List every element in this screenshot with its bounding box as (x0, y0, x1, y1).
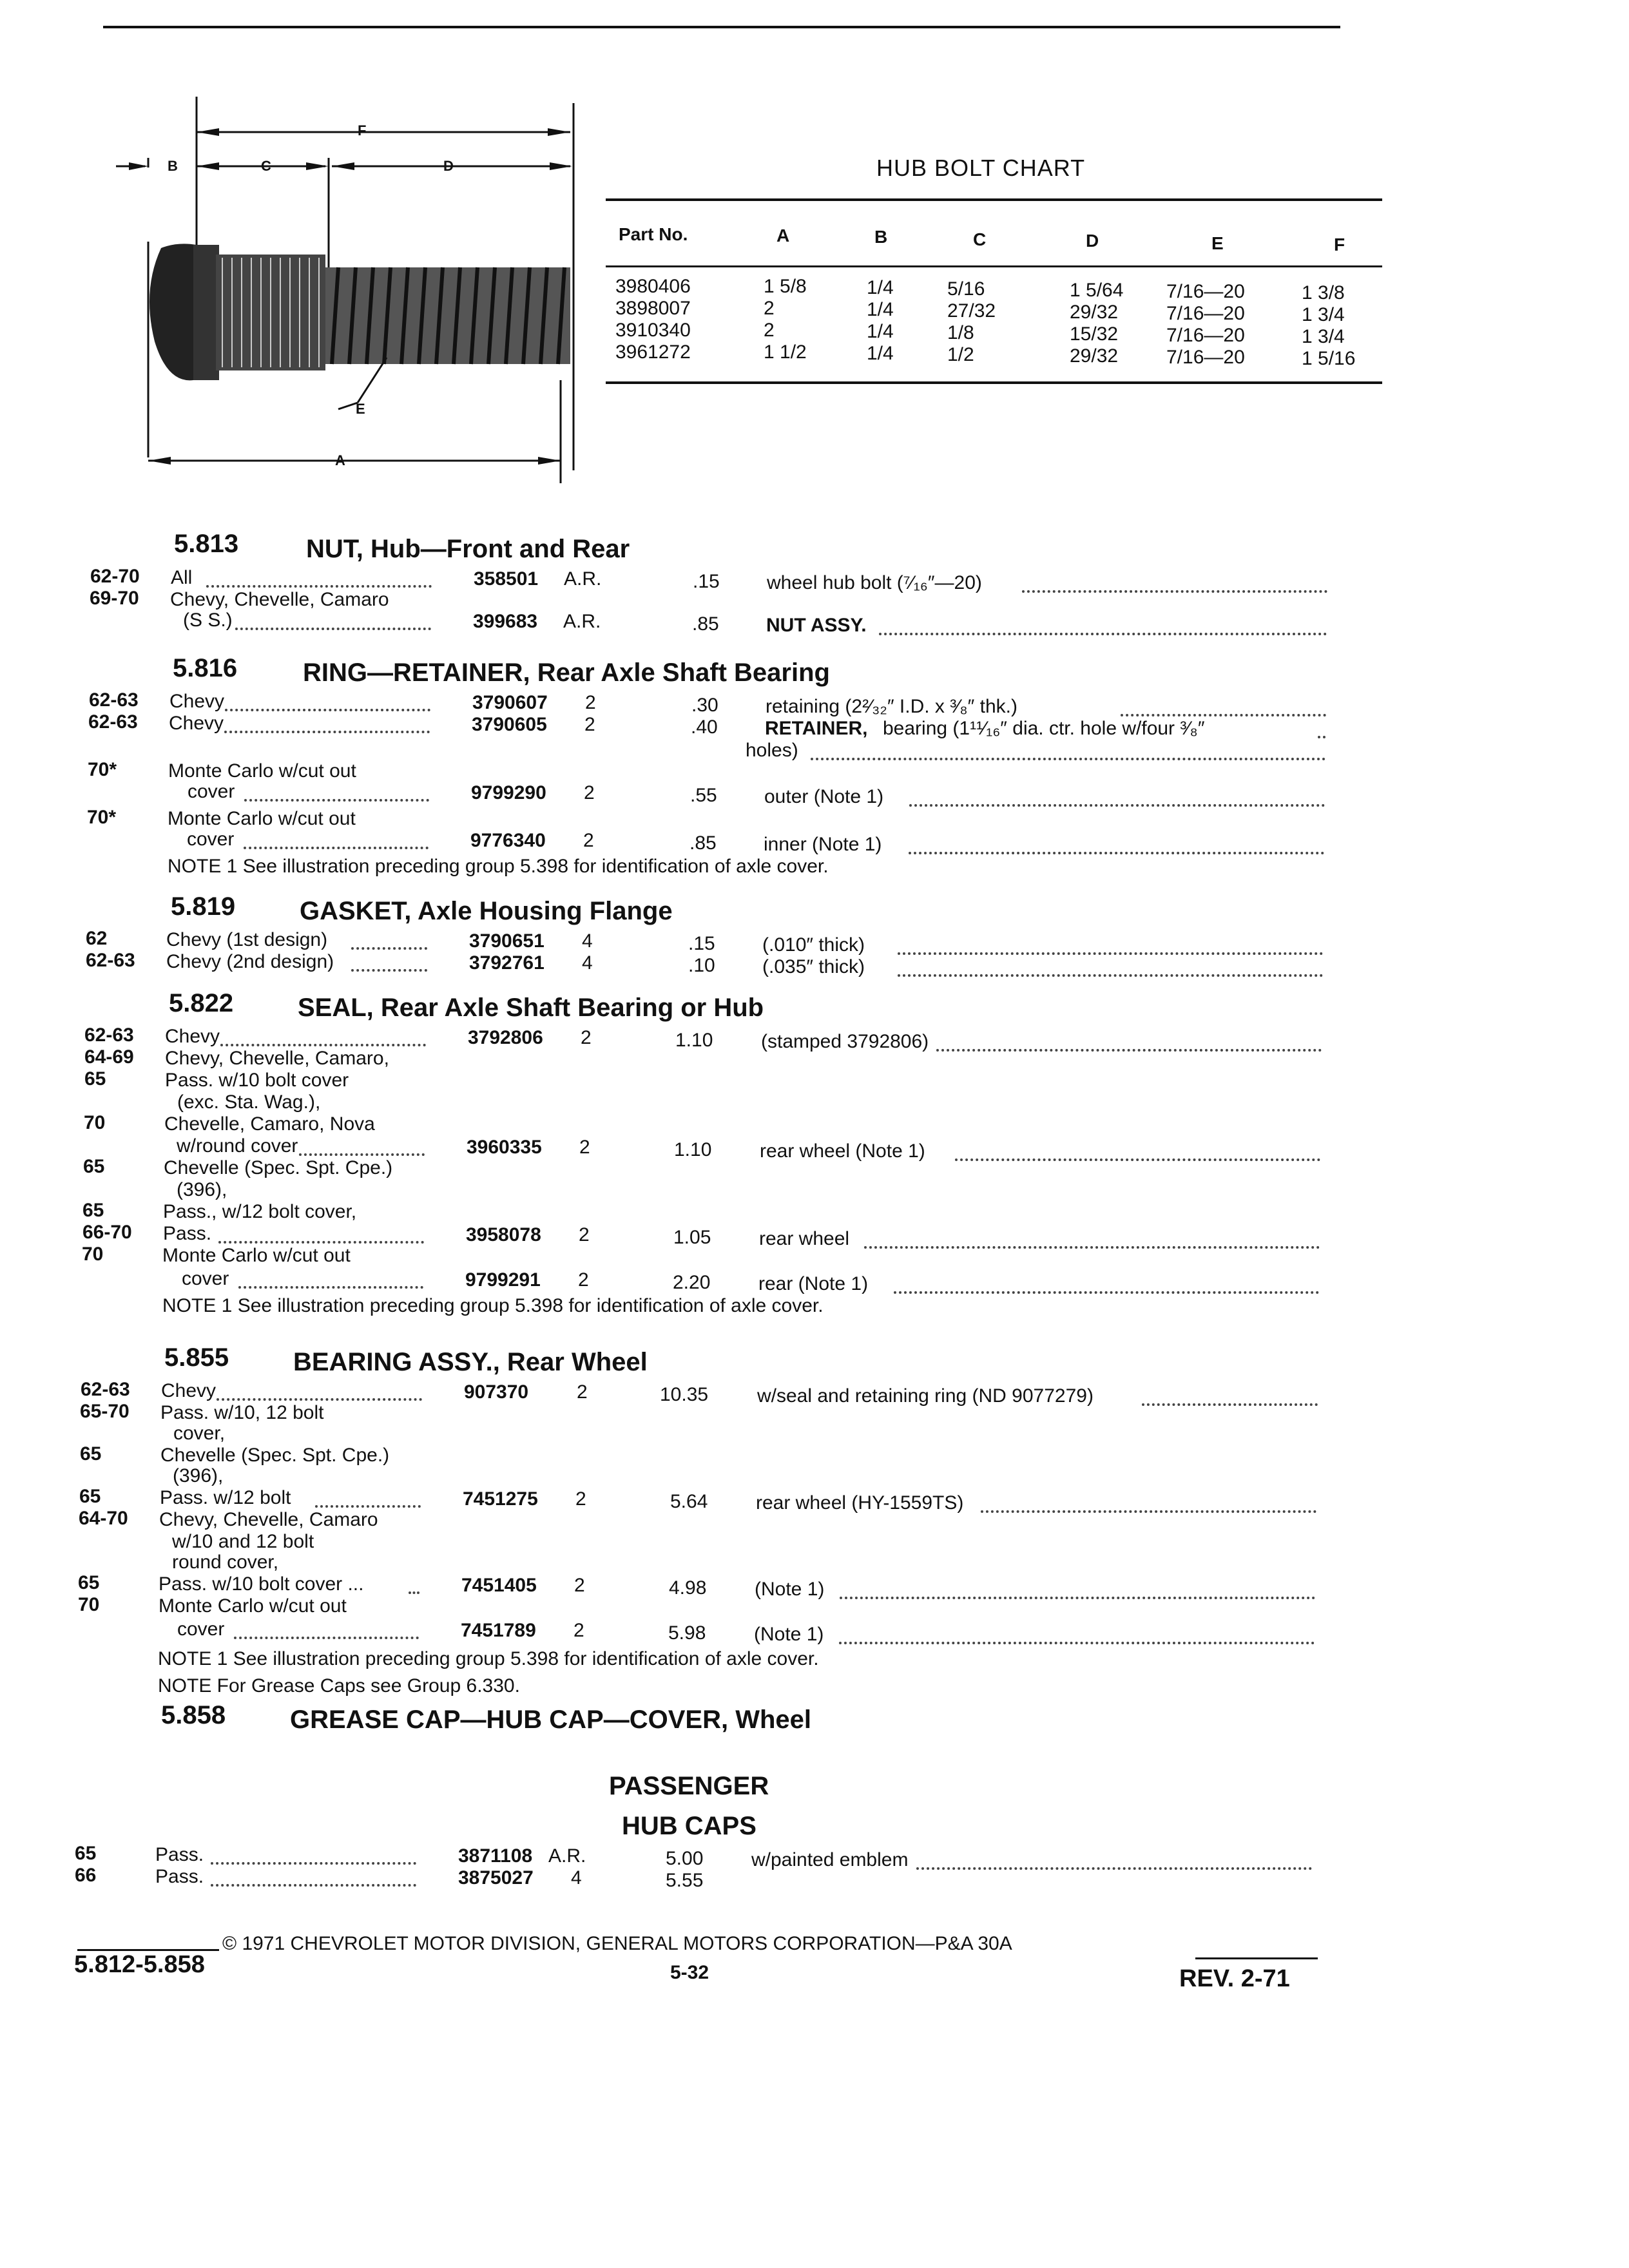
model-year: 69-70 (90, 588, 139, 609)
part-number: 3958078 (466, 1224, 541, 1245)
model-year: 65 (75, 1843, 97, 1864)
remark-emphasis: NUT ASSY. (766, 615, 867, 636)
remark: wheel hub bolt (⁷⁄₁₆″—20) (767, 572, 982, 593)
application-description: Chevy, Chevelle, Camaro (159, 1509, 378, 1530)
leader-dots (916, 1867, 1312, 1870)
price: 10.35 (660, 1384, 709, 1405)
chart-cell-dim-a: 2 (764, 320, 775, 341)
part-number: 3790605 (472, 714, 547, 735)
leader-dots (235, 628, 431, 630)
col-header-b: B (874, 227, 888, 247)
leader-dots (909, 804, 1325, 807)
price: 1.05 (673, 1227, 711, 1248)
application-description: cover (182, 1268, 229, 1289)
application-description: Monte Carlo w/cut out (168, 760, 356, 782)
leader-dots (840, 1597, 1315, 1599)
quantity: A.R. (564, 568, 602, 590)
remark: w/painted emblem (751, 1849, 909, 1870)
chart-cell-dim-e: 7/16—20 (1166, 281, 1245, 302)
remark: (stamped 3792806) (761, 1031, 929, 1052)
leader-dots (351, 969, 427, 972)
price: .10 (688, 955, 715, 976)
leader-dots (839, 1642, 1315, 1644)
leader-dots (898, 974, 1324, 977)
model-year: 70 (78, 1594, 100, 1615)
quantity: 2 (575, 1488, 586, 1510)
leader-dots (879, 633, 1327, 635)
application-description: Pass. (155, 1844, 204, 1865)
remark: rear wheel (Note 1) (760, 1140, 925, 1162)
leader-dots (1318, 736, 1326, 738)
section-title: NUT, Hub—Front and Rear (306, 535, 630, 563)
col-header-e: E (1211, 233, 1224, 253)
application-description: Pass. (163, 1223, 212, 1244)
model-year: 64-70 (79, 1508, 128, 1529)
leader-dots (218, 1241, 425, 1244)
remark: rear wheel (759, 1228, 850, 1249)
quantity: 4 (582, 930, 593, 952)
model-year: 70* (88, 759, 117, 780)
leader-dots (224, 731, 430, 733)
application-description: w/round cover (177, 1135, 298, 1157)
remark: bearing (1¹¹⁄₁₆″ dia. ctr. hole w/four ³⁄₈″ (883, 718, 1205, 739)
chart-cell-dim-f: 1 5/16 (1302, 348, 1356, 369)
application-description: All (171, 567, 193, 588)
leader-dots (351, 947, 427, 950)
price: 1.10 (674, 1139, 712, 1160)
chart-cell-dim-e: 7/16—20 (1166, 347, 1245, 368)
col-header-c: C (973, 229, 987, 249)
application-description: Chevy (1st design) (166, 929, 328, 950)
application-description: Pass. (155, 1866, 204, 1887)
leader-dots (315, 1505, 421, 1508)
quantity: 2 (574, 1575, 585, 1596)
chart-cell-dim-b: 1/4 (867, 299, 894, 320)
chart-cell-dim-b: 1/4 (867, 343, 894, 364)
part-number: 399683 (473, 611, 538, 632)
quantity: 2 (581, 1027, 592, 1048)
part-number: 3871108 (458, 1845, 533, 1867)
section-title: GREASE CAP—HUB CAP—COVER, Wheel (290, 1706, 811, 1734)
leader-dots (211, 1884, 417, 1887)
application-description: Chevy (161, 1380, 217, 1401)
leader-dots (220, 1044, 427, 1046)
application-description: Pass. w/10 bolt cover (165, 1070, 349, 1091)
remark: (.010″ thick) (762, 934, 865, 956)
part-number: 3792761 (469, 952, 545, 974)
leader-dots (864, 1246, 1320, 1249)
quantity: 4 (582, 952, 593, 974)
chart-bottom-rule (606, 381, 1382, 384)
price: .15 (688, 933, 715, 954)
model-year: 65-70 (80, 1401, 130, 1422)
application-description: (S S.) (183, 610, 233, 631)
application-description: cover, (173, 1423, 226, 1444)
chart-cell-part-no: 3961272 (615, 341, 691, 363)
leader-dots (898, 952, 1324, 955)
part-number: 9776340 (470, 830, 546, 851)
chart-cell-dim-c: 27/32 (947, 300, 996, 322)
remark: inner (Note 1) (764, 834, 882, 855)
application-description: Chevy, Chevelle, Camaro (170, 589, 389, 610)
application-description: Monte Carlo w/cut out (162, 1245, 351, 1266)
model-year: 62-63 (88, 711, 138, 733)
section-title: SEAL, Rear Axle Shaft Bearing or Hub (298, 994, 764, 1022)
section-number: 5.816 (173, 654, 238, 682)
remark: (Note 1) (754, 1624, 824, 1645)
quantity: 2 (584, 714, 595, 735)
dim-label-b: B (168, 158, 178, 174)
section-title: BEARING ASSY., Rear Wheel (293, 1348, 648, 1376)
part-number: 358501 (474, 568, 539, 590)
application-description: (396), (173, 1465, 224, 1486)
model-year: 65 (82, 1200, 104, 1221)
model-year: 66 (75, 1865, 97, 1886)
section-range: 5.812-5.858 (74, 1951, 205, 1978)
chart-top-rule (606, 198, 1382, 201)
application-description: (396), (177, 1179, 227, 1200)
quantity: 4 (571, 1867, 582, 1888)
top-rule (103, 26, 1340, 28)
quantity: A.R. (548, 1845, 586, 1867)
application-description: w/10 and 12 bolt (172, 1531, 314, 1552)
leader-dots (211, 1862, 417, 1865)
part-number: 7451405 (461, 1575, 537, 1596)
section-number: 5.822 (169, 989, 234, 1017)
application-description: round cover, (172, 1552, 279, 1573)
model-year: 62 (86, 928, 108, 949)
model-year: 62-63 (86, 950, 135, 971)
leader-dots (225, 709, 431, 711)
section-number: 5.855 (164, 1343, 229, 1372)
model-year: 70 (82, 1244, 104, 1265)
leader-dots (1142, 1403, 1318, 1406)
application-description: Chevy (165, 1026, 220, 1047)
section-number: 5.858 (161, 1701, 226, 1729)
part-number: 3792806 (468, 1027, 543, 1048)
section-title: GASKET, Axle Housing Flange (300, 897, 673, 925)
note-line: NOTE 1 See illustration preceding group 5.398 for identification of axle cover. (168, 856, 829, 877)
quantity: 2 (584, 782, 595, 803)
price: 5.98 (668, 1622, 706, 1644)
dim-label-f: F (358, 122, 367, 139)
application-description: Monte Carlo w/cut out (168, 808, 356, 829)
application-description: Chevelle, Camaro, Nova (164, 1113, 375, 1135)
part-number: 3875027 (458, 1867, 534, 1888)
quantity: 2 (579, 1137, 590, 1158)
part-number: 907370 (464, 1381, 529, 1403)
leader-dots (238, 1286, 424, 1289)
copyright-line: © 1971 CHEVROLET MOTOR DIVISION, GENERAL MOTORS CORPORATION—P&A 30A (222, 1933, 1012, 1954)
leader-dots (955, 1158, 1321, 1161)
col-header-a: A (776, 226, 790, 245)
remark: retaining (2²⁄₃₂″ I.D. x ³⁄₈″ thk.) (766, 696, 1017, 717)
price: 5.55 (666, 1870, 704, 1891)
revision: REV. 2-71 (1179, 1965, 1290, 1992)
chart-cell-dim-d: 29/32 (1070, 345, 1119, 367)
price: .85 (692, 613, 719, 635)
note-line: NOTE For Grease Caps see Group 6.330. (158, 1675, 520, 1696)
chart-cell-dim-c: 1/2 (947, 344, 974, 365)
model-year: 62-70 (90, 566, 140, 587)
chart-cell-dim-f: 1 3/4 (1302, 326, 1345, 347)
col-header-part-no: Part No. (619, 224, 688, 244)
chart-cell-part-no: 3910340 (615, 320, 691, 341)
leader-dots (409, 1591, 419, 1594)
application-description: Monte Carlo w/cut out (159, 1595, 347, 1617)
application-description: Pass. w/10, 12 bolt (160, 1402, 324, 1423)
chart-cell-dim-b: 1/4 (867, 321, 894, 342)
application-description: Chevy, Chevelle, Camaro, (165, 1048, 389, 1069)
leader-dots (811, 758, 1325, 760)
quantity: 2 (577, 1381, 588, 1403)
remark: (Note 1) (755, 1579, 825, 1600)
quantity: 2 (583, 830, 594, 851)
application-description: Chevy (169, 713, 224, 734)
remark: rear (Note 1) (758, 1273, 869, 1294)
application-description: cover (187, 829, 235, 850)
price: .15 (693, 571, 720, 592)
leader-dots (299, 1153, 425, 1156)
dim-label-d: D (443, 158, 454, 174)
dim-label-c: C (261, 158, 271, 174)
chart-header-rule (606, 265, 1382, 267)
model-year: 65 (80, 1443, 102, 1465)
part-number: 3960335 (467, 1137, 542, 1158)
application-description: Pass. w/10 bolt cover ... (159, 1573, 364, 1595)
leader-dots (217, 1398, 423, 1401)
application-description: cover (177, 1619, 225, 1640)
leader-dots (1121, 714, 1327, 716)
price: .30 (691, 695, 718, 716)
application-description: cover (188, 781, 235, 802)
leader-dots (206, 585, 432, 588)
part-number: 9799291 (465, 1269, 541, 1291)
part-number: 7451789 (461, 1620, 536, 1641)
footer-rule-right (1195, 1957, 1318, 1959)
hub-bolt-diagram (116, 97, 606, 496)
chart-cell-dim-c: 1/8 (947, 322, 974, 343)
leader-dots (894, 1291, 1320, 1294)
application-description: Chevy (2nd design) (166, 951, 334, 972)
model-year: 65 (83, 1156, 105, 1177)
remark: w/seal and retaining ring (ND 9077279) (757, 1385, 1094, 1407)
model-year: 65 (84, 1068, 106, 1090)
chart-cell-dim-c: 5/16 (947, 278, 985, 300)
chart-cell-dim-e: 7/16—20 (1166, 325, 1245, 346)
chart-cell-part-no: 3980406 (615, 276, 691, 297)
leader-dots (981, 1510, 1316, 1513)
dim-label-a: A (335, 452, 345, 468)
part-number: 3790651 (469, 930, 545, 952)
col-header-d: D (1086, 231, 1099, 251)
application-description: Chevelle (Spec. Spt. Cpe.) (160, 1445, 390, 1466)
chart-cell-dim-f: 1 3/4 (1302, 304, 1345, 325)
part-number: 9799290 (471, 782, 546, 803)
price: .85 (689, 832, 717, 854)
chart-cell-dim-d: 1 5/64 (1070, 280, 1124, 301)
remark: outer (Note 1) (764, 786, 884, 807)
quantity: 2 (585, 692, 596, 713)
price: 5.64 (670, 1491, 708, 1512)
model-year: 64-69 (84, 1046, 134, 1068)
chart-cell-dim-f: 1 3/8 (1302, 282, 1345, 303)
quantity: 2 (574, 1620, 584, 1641)
application-description: Pass., w/12 bolt cover, (163, 1201, 357, 1222)
price: .40 (691, 716, 718, 738)
model-year: 66-70 (82, 1222, 132, 1243)
chart-cell-dim-e: 7/16—20 (1166, 303, 1245, 324)
chart-cell-part-no: 3898007 (615, 298, 691, 319)
model-year: 70 (84, 1112, 106, 1133)
remark: holes) (746, 740, 798, 761)
model-year: 62-63 (84, 1024, 134, 1046)
application-description: Chevelle (Spec. Spt. Cpe.) (164, 1157, 393, 1178)
model-year: 70* (87, 807, 117, 828)
application-description: Pass. w/12 bolt (160, 1487, 291, 1508)
leader-dots (244, 847, 429, 849)
chart-cell-dim-d: 29/32 (1070, 302, 1119, 323)
col-header-f: F (1334, 235, 1345, 255)
note-line: NOTE 1 See illustration preceding group 5.398 for identification of axle cover. (162, 1295, 824, 1316)
leader-dots (234, 1637, 419, 1639)
model-year: 65 (79, 1486, 101, 1507)
price: 4.98 (669, 1577, 707, 1599)
section-title: RING—RETAINER, Rear Axle Shaft Bearing (303, 658, 830, 687)
leader-dots (244, 799, 430, 802)
price: 5.00 (666, 1848, 704, 1869)
chart-cell-dim-b: 1/4 (867, 277, 894, 298)
dim-label-e: E (356, 401, 365, 417)
remark: (.035″ thick) (762, 956, 865, 977)
model-year: 62-63 (81, 1379, 130, 1400)
passenger-heading: PASSENGER (609, 1772, 769, 1800)
hub-caps-heading: HUB CAPS (622, 1812, 757, 1840)
part-number: 7451275 (463, 1488, 538, 1510)
chart-cell-dim-d: 15/32 (1070, 323, 1119, 345)
remark-emphasis: RETAINER, (765, 718, 868, 739)
price: 2.20 (673, 1272, 711, 1293)
quantity: 2 (578, 1269, 589, 1291)
section-number: 5.819 (171, 892, 236, 921)
leader-dots (909, 852, 1324, 854)
leader-dots (936, 1049, 1322, 1052)
part-number: 3790607 (472, 692, 548, 713)
chart-cell-dim-a: 1 1/2 (764, 341, 807, 363)
price: .55 (690, 785, 717, 806)
chart-title: HUB BOLT CHART (876, 155, 1086, 181)
page-number: 5-32 (670, 1962, 709, 1983)
remark: rear wheel (HY-1559TS) (756, 1492, 964, 1514)
quantity: A.R. (563, 611, 601, 632)
chart-cell-dim-a: 1 5/8 (764, 276, 807, 297)
application-description: Chevy (169, 691, 225, 712)
leader-dots (1022, 590, 1328, 593)
quantity: 2 (579, 1224, 590, 1245)
price: 1.10 (675, 1030, 713, 1051)
model-year: 65 (78, 1572, 100, 1593)
note-line: NOTE 1 See illustration preceding group 5.398 for identification of axle cover. (158, 1648, 819, 1669)
chart-cell-dim-a: 2 (764, 298, 775, 319)
model-year: 62-63 (89, 689, 139, 711)
application-description: (exc. Sta. Wag.), (177, 1091, 321, 1113)
section-number: 5.813 (174, 530, 239, 558)
